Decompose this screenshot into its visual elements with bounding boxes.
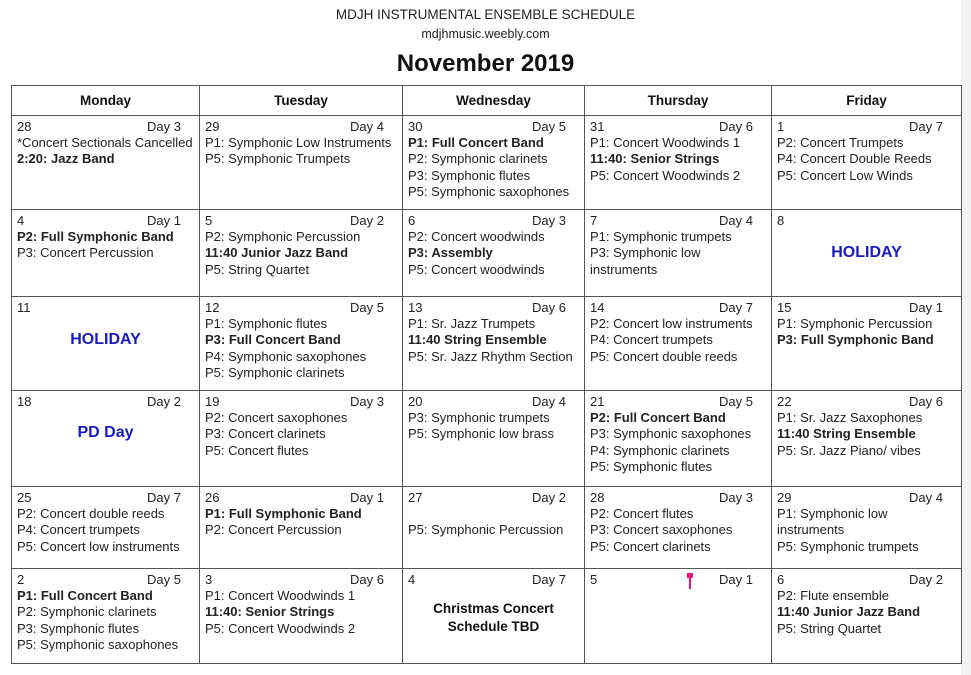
- day-cell[interactable]: [403, 487, 585, 569]
- event-highlight: P2: Full Concert Band: [590, 410, 726, 426]
- event-line: P5: Sr. Jazz Piano/ vibes: [777, 442, 921, 458]
- event-line: P1: Symphonic Low Instruments: [205, 135, 392, 151]
- day-cell[interactable]: [585, 487, 772, 569]
- date-number: 1: [777, 119, 785, 134]
- event-line: P1: Symphonic low instruments: [777, 506, 888, 538]
- rotation-day: Day 4: [909, 490, 943, 505]
- day-cell[interactable]: [772, 487, 962, 569]
- day-cell[interactable]: [200, 210, 403, 297]
- event-line: P3: Concert Percussion: [17, 245, 154, 261]
- day-cell[interactable]: [403, 391, 585, 487]
- day-cell-header: [408, 213, 579, 229]
- week-row: [12, 116, 962, 210]
- event-line: *Concert Sectionals Cancelled: [17, 135, 193, 151]
- event-line: P1: Symphonic Percussion: [777, 316, 933, 332]
- event-line: P3: Symphonic saxophones: [590, 426, 752, 442]
- month-heading: November 2019: [396, 50, 575, 77]
- event-highlight: 11:40 Junior Jazz Band: [777, 604, 921, 620]
- event-line: P3: Concert saxophones: [590, 522, 733, 538]
- holiday-label: HOLIDAY: [831, 244, 902, 262]
- day-cell-header: [590, 213, 766, 229]
- day-cell[interactable]: [403, 297, 585, 391]
- rotation-day: Day 7: [909, 119, 943, 134]
- date-number: 2: [17, 572, 25, 587]
- day-cell[interactable]: [772, 297, 962, 391]
- day-cell-header: [408, 119, 579, 135]
- date-number: 12: [205, 300, 220, 315]
- day-cell[interactable]: [585, 297, 772, 391]
- day-cell-header: [408, 572, 579, 588]
- event-highlight: P2: Full Symphonic Band: [17, 229, 174, 245]
- day-cell[interactable]: [585, 391, 772, 487]
- day-cell[interactable]: [772, 569, 962, 664]
- day-cell[interactable]: [200, 569, 403, 664]
- event-line: P5: Concert clarinets: [590, 538, 711, 554]
- rotation-day: Day 1: [350, 490, 384, 505]
- rotation-day: Day 1: [909, 300, 943, 315]
- rotation-day: [181, 300, 194, 316]
- event-line: P2: Concert double reeds: [17, 506, 165, 522]
- date-number: 3: [205, 572, 213, 587]
- day-cell-header: [205, 490, 397, 506]
- event-highlight: P3: Assembly: [408, 245, 493, 261]
- day-cell-header: [777, 394, 956, 410]
- date-number: 4: [17, 213, 25, 228]
- event-line: P5: Symphonic low brass: [408, 426, 554, 442]
- date-number: 25: [17, 490, 32, 505]
- day-cell-header: [590, 394, 766, 410]
- day-cell[interactable]: [403, 210, 585, 297]
- date-number: 8: [777, 213, 785, 228]
- date-number: 29: [205, 119, 220, 134]
- day-cell[interactable]: [772, 116, 962, 210]
- date-number: 19: [205, 394, 220, 409]
- event-line: P4: Concert trumpets: [17, 522, 140, 538]
- date-number: 7: [590, 213, 598, 228]
- event-highlight: P3: Full Concert Band: [205, 332, 341, 348]
- date-number: 22: [777, 394, 792, 409]
- date-number: 28: [17, 119, 32, 134]
- event-line: P2: Symphonic clarinets: [17, 604, 157, 620]
- event-line: P2: Symphonic Percussion: [205, 229, 361, 245]
- day-cell-header: [408, 490, 579, 506]
- rotation-day: [943, 213, 956, 229]
- event-line: P5: Concert Woodwinds 2: [590, 167, 741, 183]
- day-cell-header: [777, 119, 956, 135]
- date-number: 6: [777, 572, 785, 587]
- day-cell[interactable]: [12, 569, 200, 664]
- weekday-wednesday: Wednesday: [403, 86, 585, 116]
- event-line: P1: Concert Woodwinds 1: [205, 588, 356, 604]
- rotation-day: Day 3: [147, 119, 181, 134]
- event-highlight: 11:40: Senior Strings: [205, 604, 335, 620]
- concert-notice-line: Schedule TBD: [447, 619, 540, 635]
- day-cell-header: [777, 490, 956, 506]
- day-cell[interactable]: [12, 210, 200, 297]
- rotation-day: Day 4: [350, 119, 384, 134]
- day-cell[interactable]: [403, 569, 585, 664]
- event-line: P3: Symphonic low instruments: [590, 245, 701, 277]
- concert-notice: [408, 600, 579, 636]
- day-cell-header: [408, 394, 579, 410]
- date-number: 31: [590, 119, 605, 134]
- event-line: P5: Symphonic Trumpets: [205, 151, 351, 167]
- rotation-day: Day 7: [147, 490, 181, 505]
- event-line: P5: Symphonic trumpets: [777, 538, 919, 554]
- event-line: P5: Symphonic saxophones: [408, 183, 570, 199]
- rotation-day: Day 7: [532, 572, 566, 587]
- page-gutter: [961, 0, 971, 675]
- rotation-day: Day 2: [532, 490, 566, 505]
- event-line: P4: Symphonic saxophones: [205, 348, 367, 364]
- rotation-day: Day 6: [719, 119, 753, 134]
- day-cell[interactable]: [12, 297, 200, 391]
- event-line: P2: Concert flutes: [590, 506, 694, 522]
- rotation-day: Day 5: [719, 394, 753, 409]
- event-highlight: 2:20: Jazz Band: [17, 151, 115, 167]
- rotation-day: Day 3: [532, 213, 566, 228]
- event-line: P1: Sr. Jazz Trumpets: [408, 316, 536, 332]
- date-number: 30: [408, 119, 423, 134]
- rotation-day: Day 3: [719, 490, 753, 505]
- event-line: [408, 506, 579, 522]
- rotation-day: Day 6: [350, 572, 384, 587]
- day-cell-header: [777, 213, 956, 229]
- date-number: 13: [408, 300, 423, 315]
- day-cell-header: [408, 300, 579, 316]
- event-line: P5: String Quartet: [205, 261, 310, 277]
- rotation-day: Day 5: [350, 300, 384, 315]
- day-cell[interactable]: [200, 391, 403, 487]
- day-cell-header: [17, 119, 194, 135]
- rotation-day: Day 1: [147, 213, 181, 228]
- pin-marker-icon: [687, 573, 693, 589]
- day-cell-header: [590, 300, 766, 316]
- day-cell-header: [205, 119, 397, 135]
- day-cell[interactable]: [772, 391, 962, 487]
- event-line: P5: String Quartet: [777, 620, 882, 636]
- date-number: 20: [408, 394, 423, 409]
- day-cell-header: [17, 213, 194, 229]
- rotation-day: Day 2: [147, 394, 181, 409]
- event-line: P5: Symphonic saxophones: [17, 636, 179, 652]
- concert-notice-line: Christmas Concert: [433, 601, 554, 617]
- week-row: [12, 487, 962, 569]
- date-number: 15: [777, 300, 792, 315]
- event-line: P3: Symphonic flutes: [17, 620, 140, 636]
- date-number: 11: [17, 300, 31, 315]
- date-number: 27: [408, 490, 423, 505]
- day-cell-header: [777, 572, 956, 588]
- event-line: P5: Concert Low Winds: [777, 167, 913, 183]
- pd-day-label: PD Day: [77, 424, 134, 442]
- day-cell-header: [590, 490, 766, 506]
- event-line: P3: Concert clarinets: [205, 426, 326, 442]
- event-line: P2: Symphonic clarinets: [408, 151, 548, 167]
- date-number: 14: [590, 300, 605, 315]
- holiday-label: HOLIDAY: [70, 331, 141, 349]
- event-line: P1: Sr. Jazz Saxophones: [777, 410, 923, 426]
- rotation-day: Day 7: [719, 300, 753, 315]
- rotation-day: Day 4: [532, 394, 566, 409]
- date-number: 29: [777, 490, 792, 505]
- day-cell-header: [205, 300, 397, 316]
- week-row: [12, 391, 962, 487]
- rotation-day: Day 5: [147, 572, 181, 587]
- event-highlight: P1: Full Concert Band: [408, 135, 544, 151]
- event-line: P5: Concert flutes: [205, 442, 309, 458]
- event-line: P2: Concert saxophones: [205, 410, 348, 426]
- event-line: P5: Sr. Jazz Rhythm Section: [408, 348, 573, 364]
- rotation-day: Day 6: [909, 394, 943, 409]
- day-cell[interactable]: [12, 116, 200, 210]
- event-line: P5: Concert double reeds: [590, 348, 738, 364]
- weekday-tuesday: Tuesday: [200, 86, 403, 116]
- event-line: P5: Concert low instruments: [17, 538, 180, 554]
- day-cell-header: [17, 394, 194, 410]
- event-highlight: 11:40 String Ensemble: [408, 332, 547, 348]
- event-line: P1: Symphonic flutes: [205, 316, 328, 332]
- date-number: 21: [590, 394, 605, 409]
- rotation-day: Day 5: [532, 119, 566, 134]
- week-row: [12, 569, 962, 664]
- weekday-friday: Friday: [772, 86, 962, 116]
- event-line: P5: Symphonic clarinets: [205, 364, 345, 380]
- schedule-title: MDJH INSTRUMENTAL ENSEMBLE SCHEDULE: [335, 7, 636, 22]
- event-line: P4: Concert trumpets: [590, 332, 713, 348]
- event-line: P4: Symphonic clarinets: [590, 442, 730, 458]
- event-line: P2: Concert low instruments: [590, 316, 753, 332]
- website-link[interactable]: mdjhmusic.weebly.com: [421, 27, 550, 41]
- day-cell-header: [590, 119, 766, 135]
- day-cell-header: [205, 394, 397, 410]
- day-cell[interactable]: [200, 116, 403, 210]
- weekday-header-row: [12, 86, 962, 116]
- event-highlight: P1: Full Symphonic Band: [205, 506, 362, 522]
- calendar-table: [11, 85, 962, 664]
- rotation-day: Day 6: [532, 300, 566, 315]
- event-line: P4: Concert Double Reeds: [777, 151, 932, 167]
- day-cell[interactable]: [12, 391, 200, 487]
- event-line: P5: Concert woodwinds: [408, 261, 545, 277]
- event-highlight: 11:40 String Ensemble: [777, 426, 916, 442]
- date-number: 5: [590, 572, 598, 587]
- day-cell[interactable]: [585, 210, 772, 297]
- event-line: P5: Concert Woodwinds 2: [205, 620, 356, 636]
- day-cell-header: [17, 490, 194, 506]
- event-line: P5: Symphonic flutes: [590, 458, 713, 474]
- event-line: P1: Concert Woodwinds 1: [590, 135, 741, 151]
- day-cell-header: [205, 572, 397, 588]
- event-line: P5: Symphonic Percussion: [408, 522, 564, 538]
- event-line: P2: Concert Percussion: [205, 522, 342, 538]
- event-highlight: 11:40 Junior Jazz Band: [205, 245, 349, 261]
- event-line: P3: Symphonic flutes: [408, 167, 531, 183]
- date-number: 4: [408, 572, 416, 587]
- event-line: P2: Concert woodwinds: [408, 229, 545, 245]
- day-cell[interactable]: [200, 487, 403, 569]
- day-cell-header: [777, 300, 956, 316]
- weekday-thursday: Thursday: [585, 86, 772, 116]
- date-number: 26: [205, 490, 220, 505]
- day-cell[interactable]: [12, 487, 200, 569]
- date-number: 6: [408, 213, 416, 228]
- week-row: [12, 297, 962, 391]
- rotation-day: Day 2: [909, 572, 943, 587]
- rotation-day: Day 4: [719, 213, 753, 228]
- day-cell-header: [205, 213, 397, 229]
- day-cell[interactable]: [585, 569, 772, 664]
- date-number: 5: [205, 213, 213, 228]
- day-cell-header: [590, 572, 766, 588]
- event-line: P1: Symphonic trumpets: [590, 229, 732, 245]
- weekday-monday: Monday: [12, 86, 200, 116]
- rotation-day: Day 1: [719, 572, 753, 587]
- event-line: P3: Symphonic trumpets: [408, 410, 550, 426]
- date-number: 28: [590, 490, 605, 505]
- event-highlight: P1: Full Concert Band: [17, 588, 153, 604]
- event-line: P2: Flute ensemble: [777, 588, 890, 604]
- day-cell-header: [17, 572, 194, 588]
- week-row: [12, 210, 962, 297]
- rotation-day: Day 2: [350, 213, 384, 228]
- day-cell[interactable]: [403, 116, 585, 210]
- day-cell[interactable]: [585, 116, 772, 210]
- day-cell[interactable]: [200, 297, 403, 391]
- rotation-day: Day 3: [350, 394, 384, 409]
- event-highlight: 11:40: Senior Strings: [590, 151, 720, 167]
- date-number: 18: [17, 394, 32, 409]
- event-line: P2: Concert Trumpets: [777, 135, 904, 151]
- day-cell-header: [17, 300, 194, 316]
- day-cell[interactable]: [772, 210, 962, 297]
- event-highlight: P3: Full Symphonic Band: [777, 332, 934, 348]
